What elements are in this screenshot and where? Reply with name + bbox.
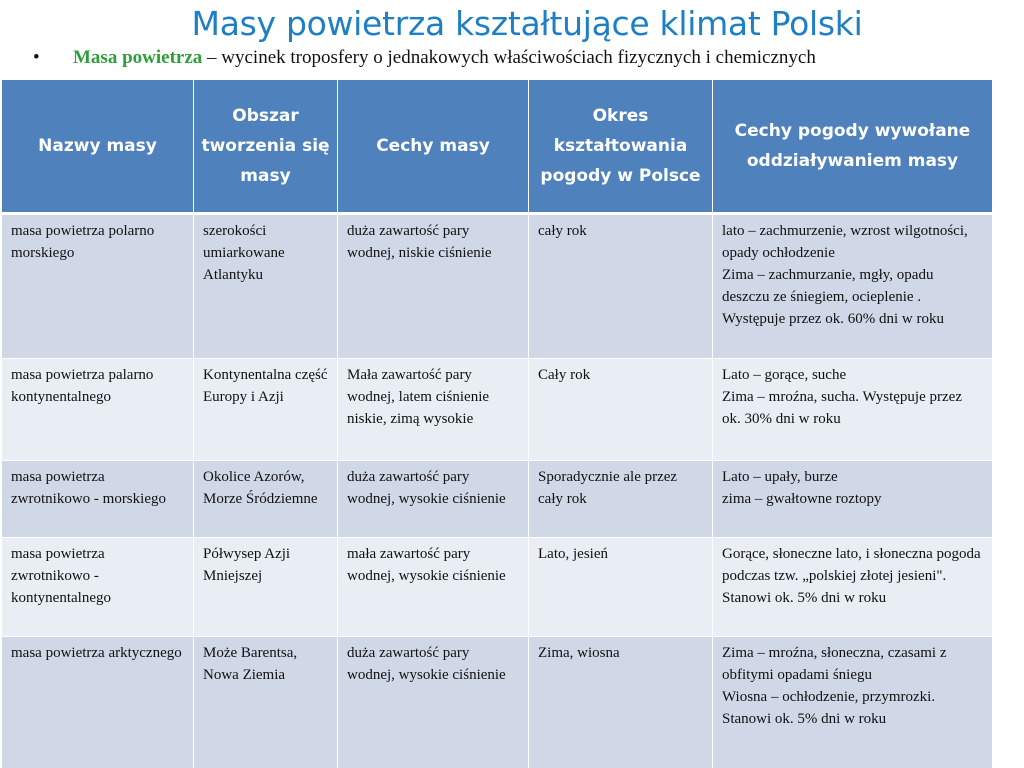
table-header-row [2,80,993,214]
cell-weather-features [713,538,993,637]
cell-mass-name: masa powietrza arktycznego [2,637,194,768]
cell-formation-area: Okolice Azorów, Morze Śródziemne [194,461,338,538]
weather-line: Lato – gorące, suche [722,367,847,383]
table-row [2,214,993,359]
definition-term: Masa powietrza [73,47,203,68]
definition-line [33,47,816,69]
cell-weather-period: Sporadycznie ale przez cały rok [529,461,713,538]
weather-line: Zima – mroźna, słoneczna, czasami z obfitymi opadami śniegu [722,645,947,683]
cell-weather-features [713,461,993,538]
weather-line: Lato – upały, burze [722,469,838,485]
table-row [2,538,993,637]
slide-title: Masy powietrza kształtujące klimat Polski [191,4,863,43]
weather-line: Wiosna – ochłodzenie, przymrozki. Stanowi ok. 5% dni w roku [722,689,936,727]
cell-mass-name: masa powietrza palarno kontynentalnego [2,359,194,461]
weather-line: Zima – zachmurzanie, mgły, opadu deszczu ze śniegiem, ocieplenie . Występuje przez ok. 60% dni w roku [722,267,944,327]
cell-mass-name: masa powietrza polarno morskiego [2,214,194,359]
cell-mass-features: Mała zawartość pary wodnej, latem ciśnienie niskie, zimą wysokie [338,359,529,461]
cell-weather-period: Cały rok [529,359,713,461]
cell-formation-area: szerokości umiarkowane Atlantyku [194,214,338,359]
header-weather-period: Okres kształtowania pogody w Polsce [529,80,713,214]
header-mass-features: Cechy masy [338,80,529,214]
cell-mass-features: duża zawartość pary wodnej, wysokie ciśnienie [338,461,529,538]
cell-weather-features [713,359,993,461]
air-masses-table [1,79,993,768]
cell-weather-period: Lato, jesień [529,538,713,637]
table-row [2,637,993,768]
table-row [2,461,993,538]
cell-formation-area: Kontynentalna część Europy i Azji [194,359,338,461]
header-weather-features: Cechy pogody wywołane oddziaływaniem masy [713,80,993,214]
cell-mass-name: masa powietrza zwrotnikowo - morskiego [2,461,194,538]
cell-mass-features: duża zawartość pary wodnej, niskie ciśnienie [338,214,529,359]
cell-weather-features [713,637,993,768]
table-row [2,359,993,461]
bullet-marker: • [33,47,40,68]
cell-formation-area: Może Barentsa, Nowa Ziemia [194,637,338,768]
header-formation-area: Obszar tworzenia się masy [194,80,338,214]
cell-weather-features [713,214,993,359]
weather-line: lato – zachmurzenie, wzrost wilgotności, opady ochłodzenie [722,223,968,261]
cell-formation-area: Półwysep Azji Mniejszej [194,538,338,637]
cell-mass-features: mała zawartość pary wodnej, wysokie ciśnienie [338,538,529,637]
cell-weather-period: cały rok [529,214,713,359]
cell-mass-features: duża zawartość pary wodnej, wysokie ciśnienie [338,637,529,768]
weather-line: Gorące, słoneczne lato, i słoneczna pogoda podczas tzw. „polskiej złotej jesieni". Stanowi ok. 5% dni w roku [722,546,981,606]
cell-weather-period: Zima, wiosna [529,637,713,768]
definition-text: – wycinek troposfery o jednakowych właściwościach fizycznych i chemicznych [202,47,816,68]
weather-line: Zima – mroźna, sucha. Występuje przez ok. 30% dni w roku [722,389,962,427]
weather-line: zima – gwałtowne roztopy [722,491,882,507]
cell-mass-name: masa powietrza zwrotnikowo - kontynentalnego [2,538,194,637]
header-mass-name: Nazwy masy [2,80,194,214]
